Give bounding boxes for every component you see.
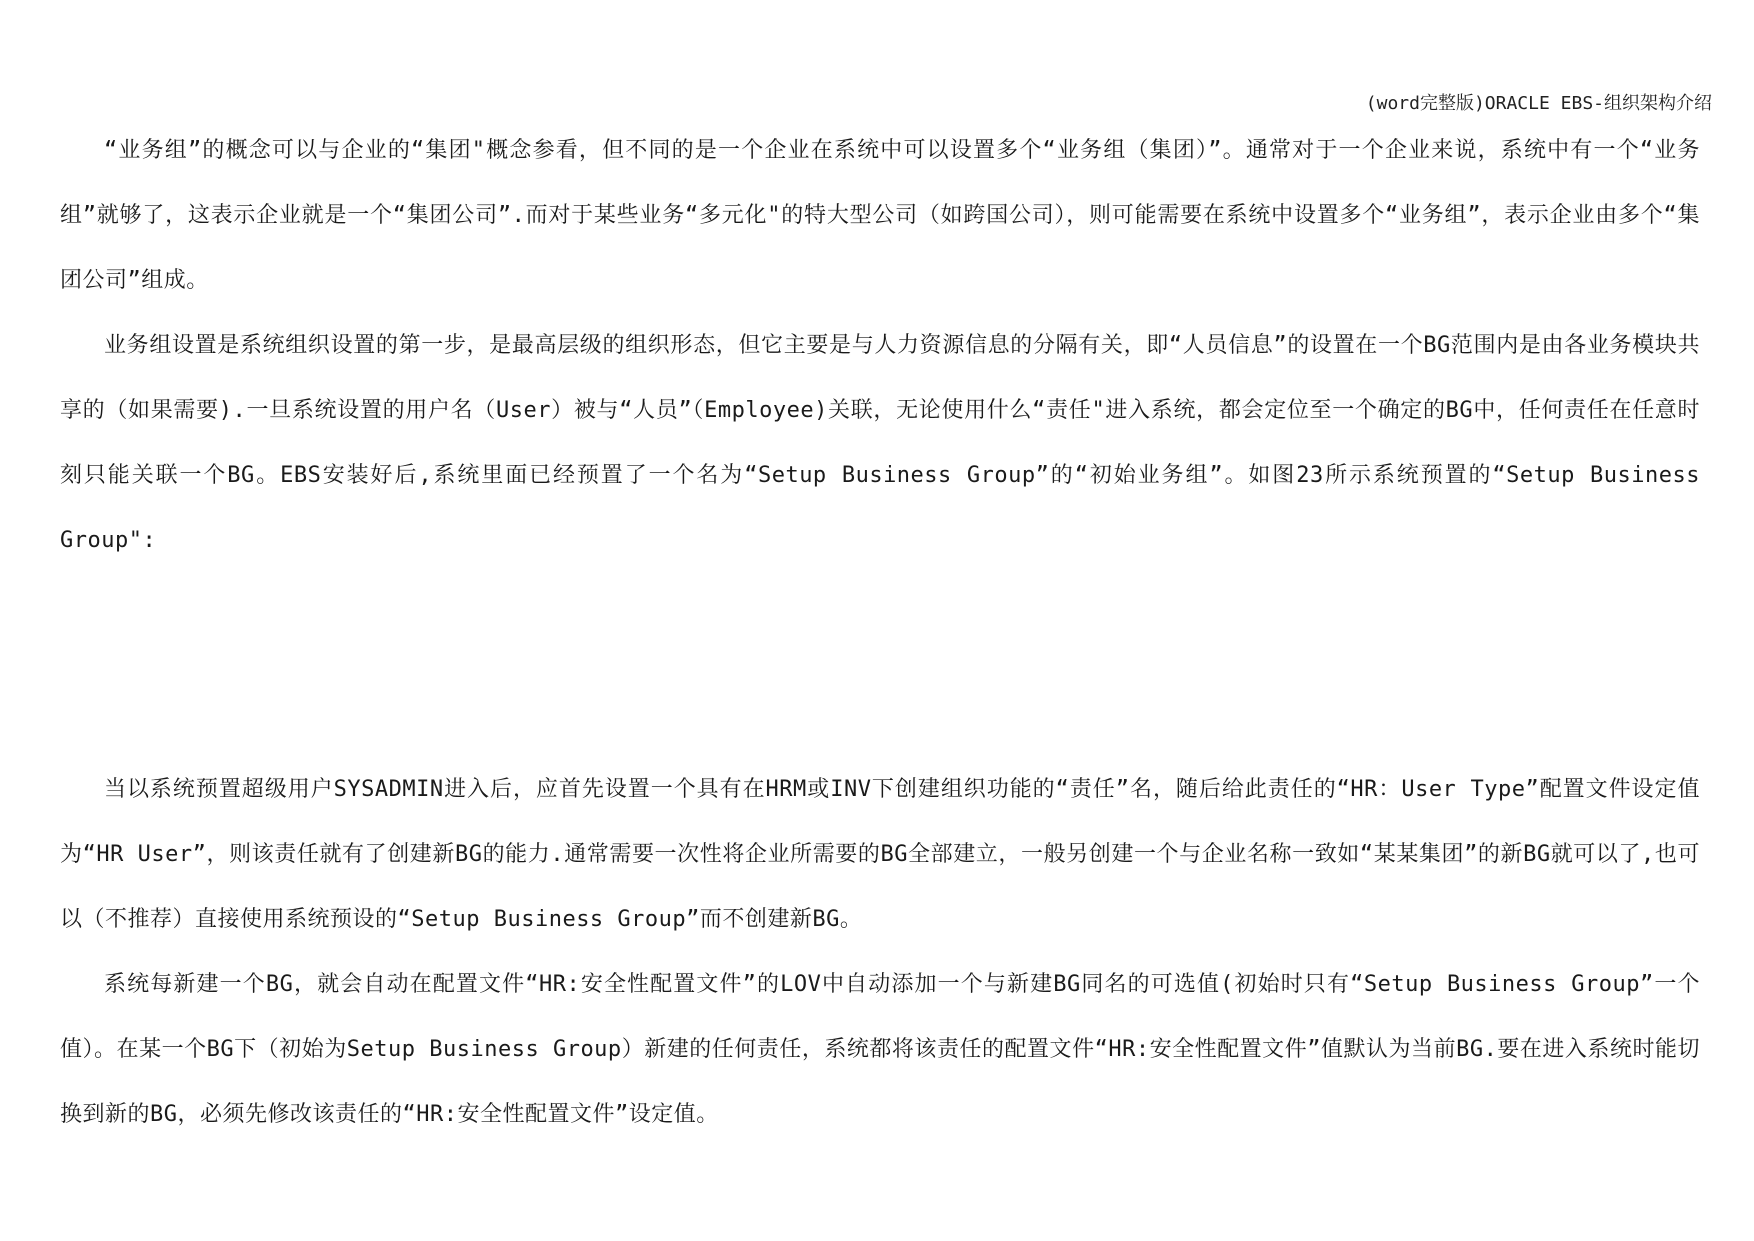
paragraph-business-group-concept xyxy=(60,118,1700,313)
running-header: (word完整版)ORACLE EBS-组织架构介绍 xyxy=(1365,93,1712,114)
paragraph-text: 当以系统预置超级用户SYSADMIN进入后，应首先设置一个具有在HRM或INV下创建组织功能的“责任”名，随后给此责任的“HR：User Type”配置文件设定值为“HR User”，则该责任就有了创建新BG的能力.通常需要一次性将企业所需要的BG全部建立，一般另创建一个与企业名称一致如“某某集团”的新BG就可以了,也可以（不推荐）直接使用系统预设的“Setup Business Group”而不创建新BG。 xyxy=(60,777,1700,932)
paragraph-business-group-setup xyxy=(60,313,1700,573)
paragraph-text: 业务组设置是系统组织设置的第一步，是最高层级的组织形态，但它主要是与人力资源信息的分隔有关，即“人员信息”的设置在一个BG范围内是由各业务模块共享的（如果需要).一旦系统设置的用户名（User）被与“人员”（Employee)关联，无论使用什么“责任"进入系统，都会定位至一个确定的BG中，任何责任在任意时刻只能关联一个BG。EBS安装好后,系统里面已经预置了一个名为“Setup Business Group”的“初始业务组”。如图23所示系统预置的“Setup Business Group": xyxy=(60,333,1700,553)
paragraph-text: 系统每新建一个BG，就会自动在配置文件“HR:安全性配置文件”的LOV中自动添加一个与新建BG同名的可选值(初始时只有“Setup Business Group”一个值）。在某一个BG下（初始为Setup Business Group）新建的任何责任，系统都将该责任的配置文件“HR:安全性配置文件”值默认为当前BG.要在进入系统时能切换到新的BG，必须先修改该责任的“HR:安全性配置文件”设定值。 xyxy=(60,972,1700,1127)
paragraph-text: “业务组”的概念可以与企业的“集团"概念参看，但不同的是一个企业在系统中可以设置多个“业务组（集团）”。通常对于一个企业来说，系统中有一个“业务组”就够了，这表示企业就是一个“集团公司”.而对于某些业务“多元化"的特大型公司（如跨国公司），则可能需要在系统中设置多个“业务组”，表示企业由多个“集团公司”组成。 xyxy=(60,138,1700,293)
paragraph-security-profile xyxy=(60,952,1700,1147)
paragraph-sysadmin-responsibility xyxy=(60,757,1700,952)
